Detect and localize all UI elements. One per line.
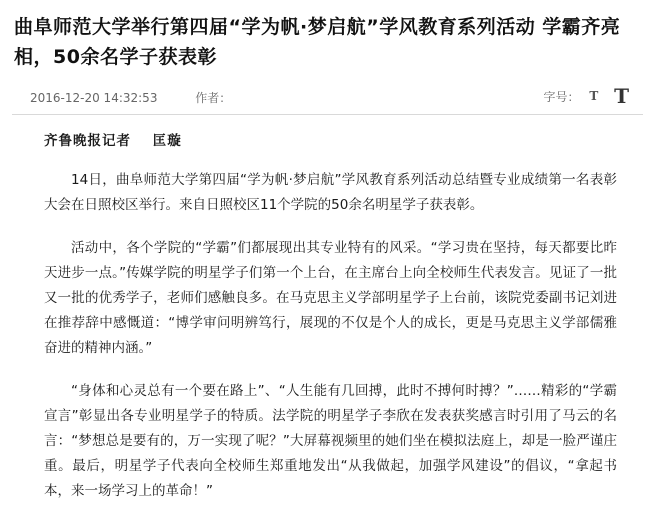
article-paragraph: “身体和心灵总有一个要在路上”、“人生能有几回搏，此时不搏何时搏？”……精彩的“学霸宣言”彰显出各专业明星学子的特质。法学院的明星学子李欣在发表获奖感言时引用了马云的名言：“梦想总是要有的，万一实现了呢？”大屏幕视频里的她们坐在模拟法庭上，却是一脸严谨庄重。最后，明星学子代表向全校师生郑重地发出“从我做起，加强学风建设”的倡议，“拿起书本，来一场学习上的革命！” <box>44 383 617 499</box>
byline <box>44 129 617 154</box>
author-label: 作者： <box>195 91 232 105</box>
meta-left-group <box>30 89 231 106</box>
byline-reporter: 匡璇 <box>152 133 182 149</box>
page-title: 曲阜师范大学举行第四届“学为帆·梦启航”学风教育系列活动 学霸齐亮相，50余名学子获表彰 <box>14 16 621 68</box>
article-paragraph: 14日，曲阜师范大学第四届“学为帆·梦启航”学风教育系列活动总结暨专业成绩第一名表彰大会在日照校区举行。来自日照校区11个学院的50余名明星学子获表彰。 <box>44 172 617 213</box>
font-size-small-button[interactable]: T <box>589 89 599 103</box>
font-size-label: 字号： <box>543 89 580 104</box>
article-meta-bar <box>12 84 643 115</box>
publish-timestamp: 2016-12-20 14:32:53 <box>30 91 158 105</box>
font-size-controls <box>544 86 630 106</box>
byline-source: 齐鲁晚报记者 <box>44 133 131 149</box>
font-size-large-button[interactable]: T <box>614 84 629 108</box>
article-paragraph: 活动中，各个学院的“学霸”们都展现出其专业特有的风采。“学习贵在坚持，每天都要比昨天进步一点。”传媒学院的明星学子们第一个上台，在主席台上向全校师生代表发言。见证了一批又一批的优秀学子，老师们感触良多。在马克思主义学部明星学子上台前，该院党委副书记刘进在推荐辞中感慨道：“博学审问明辨笃行，展现的不仅是个人的成长，更是马克思主义学部儒雅奋进的精神内涵。” <box>44 240 617 356</box>
article-body <box>44 129 617 504</box>
